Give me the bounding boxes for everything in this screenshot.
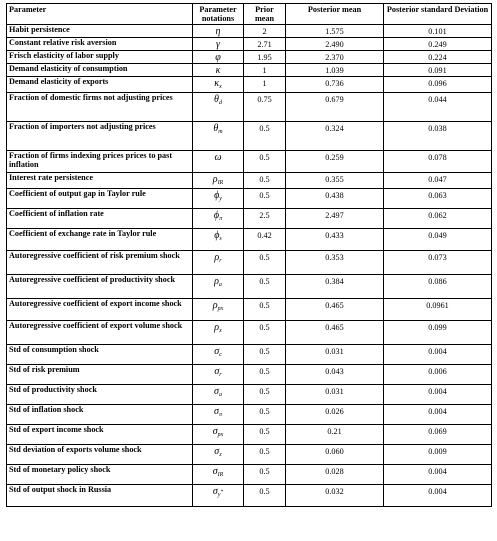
table-row [7,173,492,189]
posterior-mean-cell: 0.032 [286,485,384,507]
notation-symbol: σ [214,386,219,397]
parameter-name-cell: Autoregressive coefficient of export volume shock [7,321,193,345]
table-row [7,25,492,38]
posterior-mean-cell: 0.026 [286,405,384,425]
parameter-notation-cell [193,485,244,507]
parameter-name-cell: Fraction of firms indexing prices prices to past inflation [7,151,193,173]
posterior-mean-cell: 0.465 [286,321,384,345]
posterior-sd-cell: 0.047 [384,173,492,189]
notation-subscript: π [219,216,223,222]
prior-mean-cell: 1.95 [244,51,286,64]
prior-mean-cell: 0.5 [244,251,286,275]
posterior-mean-cell: 0.355 [286,173,384,189]
table-row [7,425,492,445]
posterior-mean-cell: 0.259 [286,151,384,173]
parameter-notation-cell [193,209,244,229]
table-row [7,122,492,151]
table-row [7,365,492,385]
parameter-name-cell: Frisch elasticity of labor supply [7,51,193,64]
posterior-mean-cell: 0.21 [286,425,384,445]
notation-subscript: px [217,432,224,438]
parameter-notation-cell [193,405,244,425]
parameter-name-cell: Autoregressive coefficient of export income shock [7,299,193,321]
parameter-name-cell: Std of export income shock [7,425,193,445]
posterior-mean-cell: 0.043 [286,365,384,385]
prior-mean-cell: 0.5 [244,299,286,321]
parameter-notation-cell [193,345,244,365]
parameter-name-cell: Std of output shock in Russia [7,485,193,507]
posterior-mean-cell: 1.575 [286,25,384,38]
prior-mean-cell: 0.5 [244,365,286,385]
posterior-sd-cell: 0.044 [384,93,492,122]
posterior-sd-cell: 0.004 [384,385,492,405]
posterior-mean-cell: 0.353 [286,251,384,275]
posterior-sd-cell: 0.004 [384,405,492,425]
parameter-notation-cell [193,122,244,151]
parameter-notation-cell [193,77,244,93]
table-row [7,485,492,507]
parameter-notation-cell [193,229,244,251]
notation-symbol: σ [212,426,218,437]
prior-mean-cell: 2.5 [244,209,286,229]
notation-subscript: IR [217,472,224,478]
posterior-mean-cell: 0.433 [286,229,384,251]
notation-symbol: ω [214,152,222,163]
parameter-name-cell: Std of inflation shock [7,405,193,425]
posterior-mean-cell: 0.028 [286,465,384,485]
prior-mean-cell: 0.5 [244,405,286,425]
table-row [7,321,492,345]
posterior-mean-cell: 0.324 [286,122,384,151]
table-header-row [7,4,492,25]
posterior-sd-cell: 0.038 [384,122,492,151]
posterior-sd-cell: 0.062 [384,209,492,229]
posterior-mean-cell: 0.679 [286,93,384,122]
parameter-notation-cell [193,51,244,64]
prior-mean-cell: 0.5 [244,485,286,507]
header-parameter: Parameter [7,4,193,25]
parameter-name-cell: Std of productivity shock [7,385,193,405]
table-row [7,275,492,299]
header-notation: Parameter notations [193,4,244,25]
notation-symbol: σ [214,406,219,417]
table-row [7,38,492,51]
notation-symbol: κ [215,65,221,76]
prior-mean-cell: 0.5 [244,275,286,299]
posterior-mean-cell: 0.465 [286,299,384,321]
parameter-name-cell: Std of risk premium [7,365,193,385]
notation-symbol: ρ [212,174,218,185]
notation-subscript: px [217,306,224,312]
parameter-notation-cell [193,189,244,209]
prior-mean-cell: 2 [244,25,286,38]
parameter-name-cell: Fraction of importers not adjusting prices [7,122,193,151]
notation-subscript: x [219,84,222,90]
parameter-name-cell: Autoregressive coefficient of risk premium shock [7,251,193,275]
prior-mean-cell: 0.5 [244,425,286,445]
notation-symbol: σ [214,446,220,457]
header-prior-mean: Prior mean [244,4,286,25]
table-row [7,445,492,465]
posterior-sd-cell: 0.004 [384,485,492,507]
prior-mean-cell: 0.5 [244,465,286,485]
posterior-mean-cell: 0.384 [286,275,384,299]
parameter-name-cell: Coefficient of exchange rate in Taylor rule [7,229,193,251]
posterior-sd-cell: 0.069 [384,425,492,445]
notation-subscript: s [219,236,222,242]
posterior-mean-cell: 1.039 [286,64,384,77]
parameter-notation-cell [193,275,244,299]
parameter-notation-cell [193,93,244,122]
table-row [7,299,492,321]
notation-symbol: ρ [212,300,218,311]
table-row [7,93,492,122]
parameter-notation-cell [193,321,244,345]
table-row [7,64,492,77]
table-row [7,209,492,229]
table-row [7,345,492,365]
posterior-sd-cell: 0.049 [384,229,492,251]
notation-symbol: γ [216,39,220,50]
notation-subscript: r [219,372,222,378]
prior-mean-cell: 0.5 [244,385,286,405]
prior-mean-cell: 0.5 [244,345,286,365]
posterior-sd-cell: 0.101 [384,25,492,38]
notation-symbol: ρ [214,322,220,333]
prior-mean-cell: 0.5 [244,122,286,151]
posterior-sd-cell: 0.078 [384,151,492,173]
posterior-sd-cell: 0.004 [384,345,492,365]
parameter-notation-cell [193,25,244,38]
prior-mean-cell: 0.5 [244,173,286,189]
notation-symbol: σ [214,366,220,377]
posterior-sd-cell: 0.063 [384,189,492,209]
notation-symbol: θ [214,94,219,105]
notation-subscript: IR [217,180,224,186]
posterior-sd-cell: 0.224 [384,51,492,64]
notation-subscript: y [219,196,222,202]
parameter-estimates-table [6,3,492,507]
parameter-notation-cell [193,465,244,485]
notation-subscript: y* [217,489,224,498]
notation-subscript: a [218,392,222,398]
notation-symbol: ρ [214,252,220,263]
notation-subscript: d [218,100,222,106]
parameter-name-cell: Autoregressive coefficient of productivity shock [7,275,193,299]
notation-symbol: ϕ [214,190,220,201]
posterior-sd-cell: 0.004 [384,465,492,485]
parameter-name-cell: Coefficient of output gap in Taylor rule [7,189,193,209]
notation-subscript: x [219,452,222,458]
notation-superscript: * [220,489,224,495]
table-row [7,51,492,64]
prior-mean-cell: 0.42 [244,229,286,251]
prior-mean-cell: 0.5 [244,189,286,209]
parameter-name-cell: Habit persistence [7,25,193,38]
posterior-mean-cell: 2.497 [286,209,384,229]
table-row [7,77,492,93]
table-row [7,405,492,425]
table-row [7,465,492,485]
notation-symbol: φ [215,52,221,63]
prior-mean-cell: 0.5 [244,321,286,345]
parameter-name-cell: Demand elasticity of consumption [7,64,193,77]
notation-subscript: r [219,258,222,264]
header-posterior-mean: Posterior mean [286,4,384,25]
table-row [7,385,492,405]
table-row [7,151,492,173]
parameter-name-cell: Std of consumption shock [7,345,193,365]
parameter-name-cell: Interest rate persistence [7,173,193,189]
parameter-notation-cell [193,365,244,385]
parameter-notation-cell [193,385,244,405]
notation-subscript: c [219,352,222,358]
parameter-name-cell: Std of monetary policy shock [7,465,193,485]
parameter-notation-cell [193,299,244,321]
parameter-name-cell: Demand elasticity of exports [7,77,193,93]
posterior-sd-cell: 0.073 [384,251,492,275]
posterior-sd-cell: 0.009 [384,445,492,465]
prior-mean-cell: 0.5 [244,151,286,173]
prior-mean-cell: 0.75 [244,93,286,122]
parameter-notation-cell [193,425,244,445]
posterior-mean-cell: 0.060 [286,445,384,465]
table-row [7,229,492,251]
notation-subscript: a [218,282,222,288]
notation-symbol: θ [213,123,219,134]
notation-symbol: σ [212,466,218,477]
posterior-mean-cell: 0.438 [286,189,384,209]
posterior-mean-cell: 0.736 [286,77,384,93]
notation-symbol: ϕ [213,210,220,221]
posterior-sd-cell: 0.086 [384,275,492,299]
notation-subscript: π [218,412,222,418]
parameter-name-cell: Std deviation of exports volume shock [7,445,193,465]
posterior-sd-cell: 0.099 [384,321,492,345]
posterior-mean-cell: 0.031 [286,385,384,405]
prior-mean-cell: 1 [244,64,286,77]
notation-symbol: σ [212,486,218,497]
posterior-mean-cell: 0.031 [286,345,384,365]
parameter-name-cell: Coefficient of inflation rate [7,209,193,229]
posterior-sd-cell: 0.006 [384,365,492,385]
table-body [7,25,492,507]
table-row [7,189,492,209]
parameter-notation-cell [193,173,244,189]
parameter-notation-cell [193,251,244,275]
notation-subscript: m [218,129,223,135]
prior-mean-cell: 0.5 [244,445,286,465]
parameter-notation-cell [193,445,244,465]
posterior-mean-cell: 2.370 [286,51,384,64]
posterior-sd-cell: 0.096 [384,77,492,93]
notation-symbol: ϕ [214,230,220,241]
posterior-mean-cell: 2.490 [286,38,384,51]
notation-subscript: x [219,328,222,334]
table-row [7,251,492,275]
header-posterior-sd: Posterior standard Deviation [384,4,492,25]
notation-symbol: ρ [214,276,219,287]
parameter-name-cell: Constant relative risk aversion [7,38,193,51]
prior-mean-cell: 1 [244,77,286,93]
parameter-table-container [6,3,491,507]
prior-mean-cell: 2.71 [244,38,286,51]
parameter-name-cell: Fraction of domestic firms not adjusting prices [7,93,193,122]
parameter-notation-cell [193,64,244,77]
notation-symbol: κ [214,78,220,89]
parameter-notation-cell [193,151,244,173]
posterior-sd-cell: 0.249 [384,38,492,51]
parameter-notation-cell [193,38,244,51]
notation-symbol: σ [214,346,220,357]
posterior-sd-cell: 0.0961 [384,299,492,321]
notation-symbol: η [215,26,221,37]
posterior-sd-cell: 0.091 [384,64,492,77]
